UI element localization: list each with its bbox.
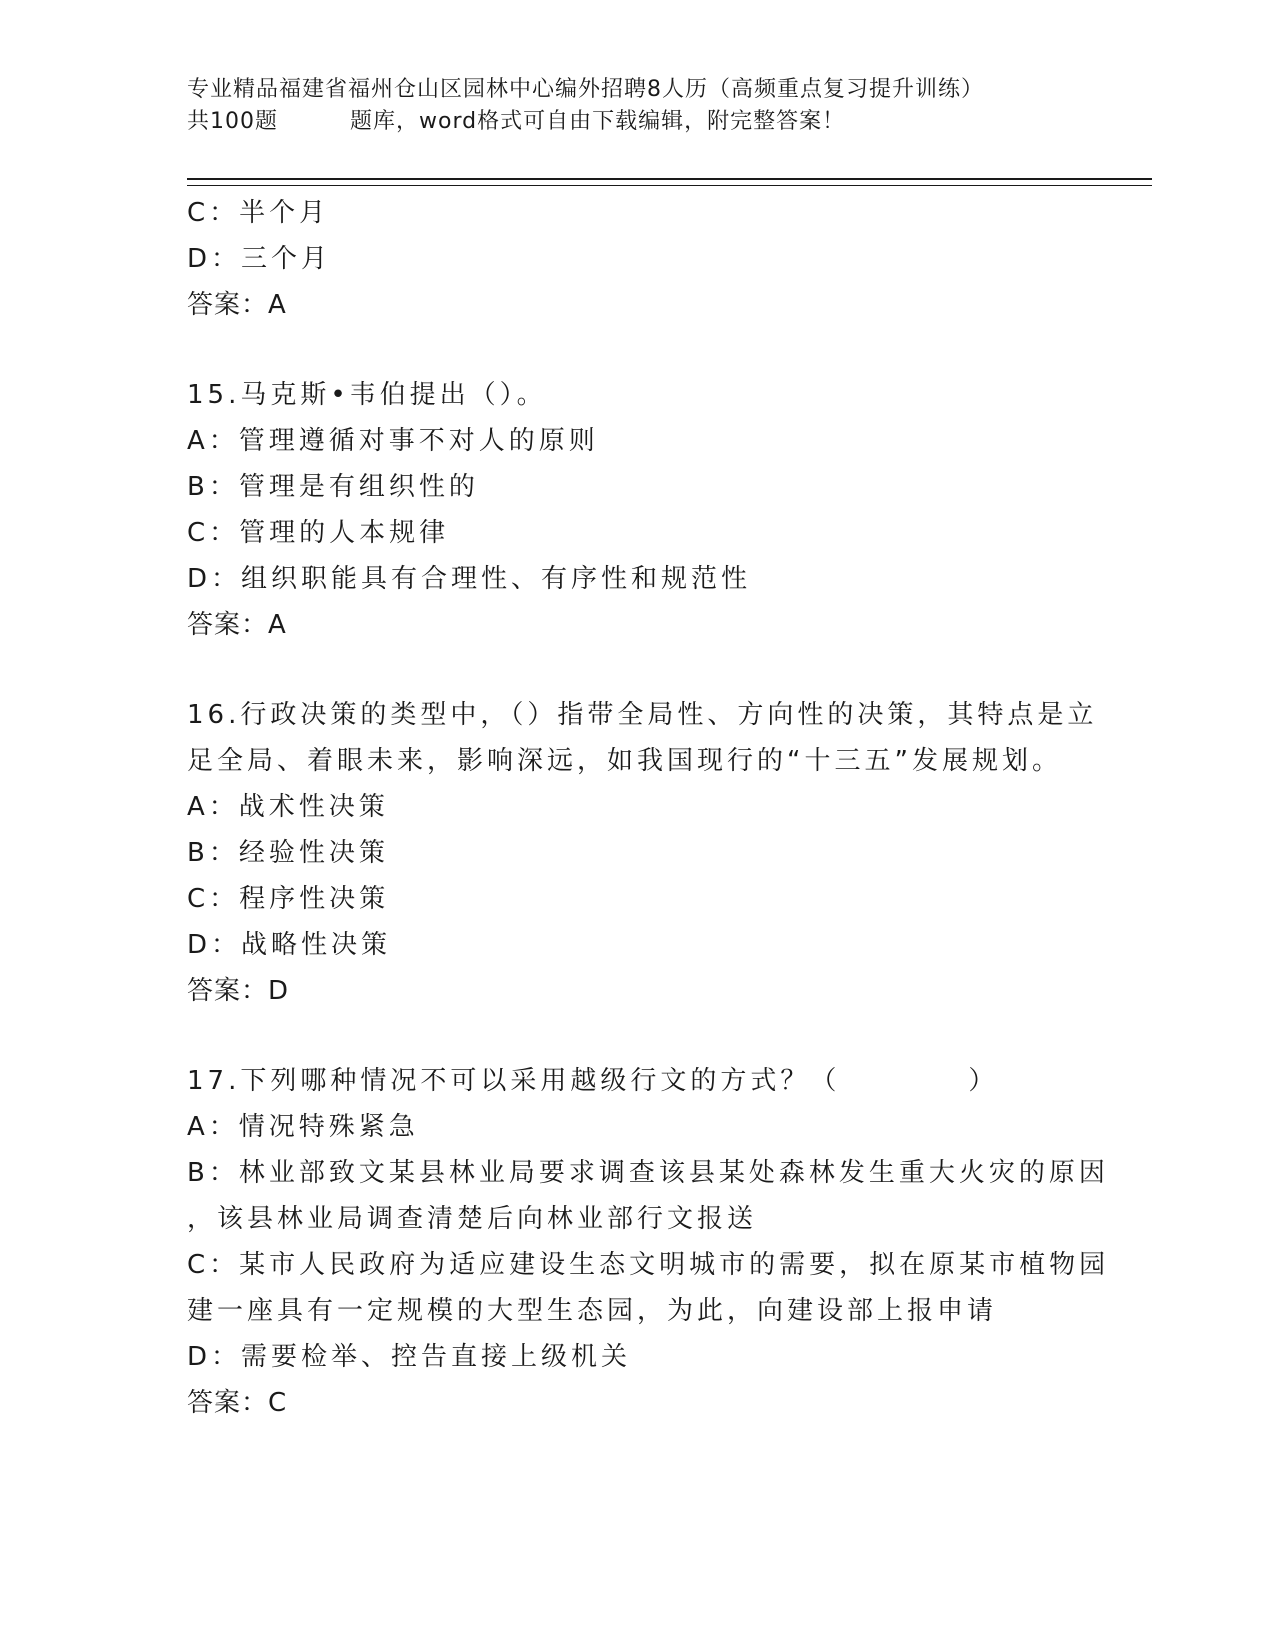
page-header	[187, 74, 1147, 138]
q14-answer: 答案：A	[187, 290, 287, 320]
q16-option-c: C：程序性决策	[187, 884, 390, 914]
q15-option-b: B：管理是有组织性的	[187, 472, 479, 502]
q15-option-d: D：组织职能具有合理性、有序性和规范性	[187, 564, 752, 594]
header-subtitle	[187, 106, 1147, 138]
q15-stem: 15.马克斯•韦伯提出（）。	[187, 380, 547, 410]
header-title: 专业精品福建省福州仓山区园林中心编外招聘8人历（高频重点复习提升训练）	[187, 77, 984, 102]
q16-option-b: B：经验性决策	[187, 838, 389, 868]
q15-option-a: A：管理遵循对事不对人的原则	[187, 426, 599, 456]
block-spacer	[187, 648, 1087, 692]
q17-stem-text: 17.下列哪种情况不可以采用越级行文的方式？（	[187, 1066, 841, 1096]
q14-option-c: C：半个月	[187, 198, 330, 228]
q16-stem-line2: 足全局、着眼未来，影响深远，如我国现行的“十三五”发展规划。	[187, 746, 1062, 776]
question-17	[187, 1058, 1110, 1426]
q16-option-a: A：战术性决策	[187, 792, 389, 822]
q14-option-d: D：三个月	[187, 244, 332, 274]
q15-answer: 答案：A	[187, 610, 287, 640]
q16-stem-line1: 16.行政决策的类型中，（）指带全局性、方向性的决策，其特点是立	[187, 700, 1098, 730]
q17-option-d: D：需要检举、控告直接上级机关	[187, 1342, 632, 1372]
q17-stem	[187, 1058, 1087, 1104]
q17-option-b-line1: B：林业部致文某县林业局要求调查该县某处森林发生重大火灾的原因	[187, 1158, 1109, 1188]
q17-option-c-line2: 建一座具有一定规模的大型生态园，为此，向建设部上报申请	[187, 1296, 998, 1326]
block-spacer	[187, 1014, 1087, 1058]
q16-answer: 答案：D	[187, 976, 290, 1006]
header-question-count: 共100题	[187, 109, 278, 134]
q17-stem-close: ）	[968, 1066, 999, 1096]
question-16	[187, 692, 1098, 1014]
q17-option-c-line1: C：某市人民政府为适应建设生态文明城市的需要，拟在原某市植物园	[187, 1250, 1110, 1280]
question-content	[187, 190, 1110, 1426]
header-description: 题库，word格式可自由下载编辑，附完整答案！	[350, 109, 846, 134]
header-divider	[187, 178, 1152, 186]
question-15	[187, 372, 1087, 648]
block-spacer	[187, 328, 1087, 372]
q17-answer: 答案：C	[187, 1388, 288, 1418]
q16-option-d: D：战略性决策	[187, 930, 392, 960]
q15-option-c: C：管理的人本规律	[187, 518, 450, 548]
question-14-tail	[187, 190, 1087, 328]
q17-option-a: A：情况特殊紧急	[187, 1112, 419, 1142]
q17-option-b-line2: ，该县林业局调查清楚后向林业部行文报送	[187, 1204, 758, 1234]
